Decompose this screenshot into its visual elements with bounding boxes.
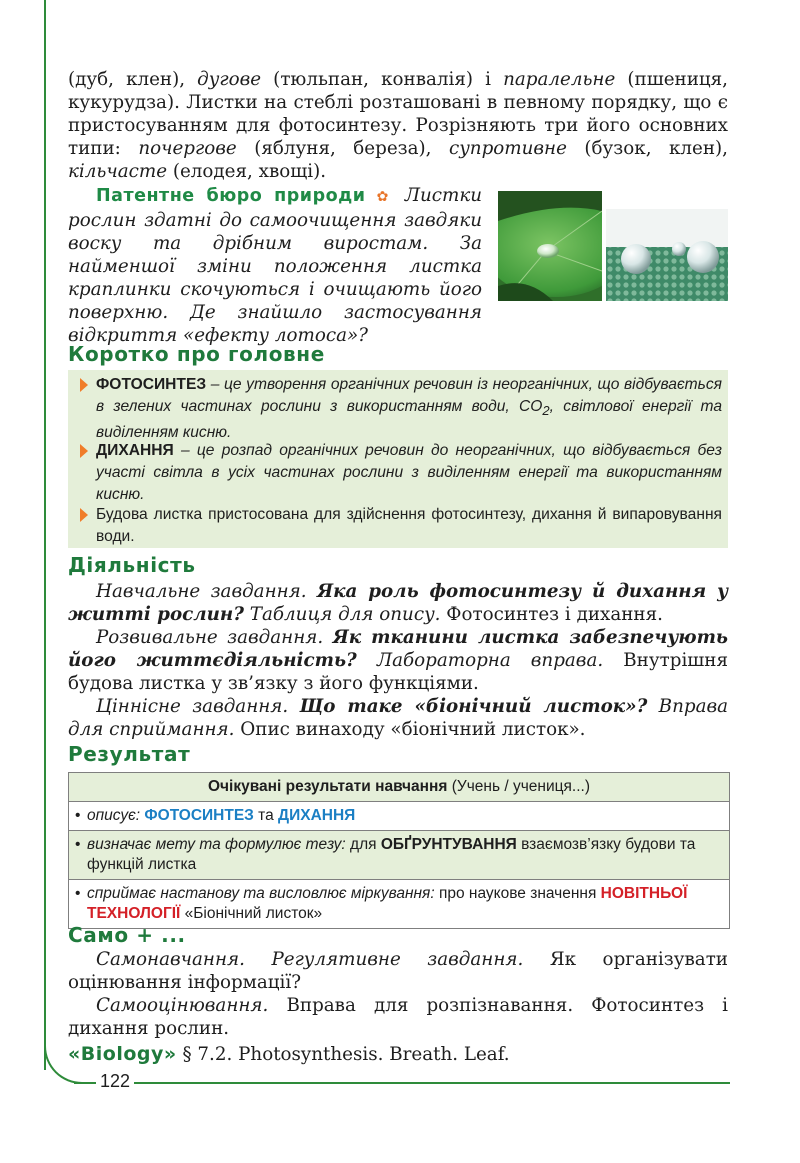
lotus-leaf-photo — [498, 191, 602, 301]
results-row: • описує: ФОТОСИНТЕЗ та ДИХАННЯ — [69, 802, 729, 831]
arrow-bullet-icon — [80, 378, 88, 392]
biology-text: § 7.2. Photosynthesis. Breath. Leaf. — [176, 1044, 510, 1065]
results-table-header: Очікувані результати навчання (Учень / учениця...) — [69, 773, 729, 802]
bottom-rule-right — [134, 1082, 730, 1084]
summary-item: ДИХАННЯ – це розпад органічних речовин до неорганічних, що відбувається без участі світла в усіх частинах рослини з виділенням енергії та використанням кисню. — [68, 440, 728, 506]
activity-item: Навчальне завдання. Яка роль фотосинтезу й дихання у житті рослин? Таблиця для опису. Фотосинтез і дихання. — [68, 581, 729, 625]
self-list — [68, 948, 728, 1040]
lotus-droplets-photo — [606, 209, 728, 301]
patent-bureau-block — [68, 184, 482, 347]
self-item: Самонавчання. Регулятивне завдання. Як організувати оцінювання інформації? — [68, 949, 728, 993]
page-frame-line — [44, 0, 46, 1070]
self-title: Само + ... — [68, 923, 186, 947]
patent-title: Патентне бюро природи — [96, 186, 366, 206]
summary-item: Будова листка пристосована для здійснення фотосинтезу, дихання й випаровування води. — [68, 504, 728, 548]
arrow-bullet-icon — [80, 508, 88, 522]
activity-item: Ціннісне завдання. Що таке «біонічний листок»? Вправа для сприймання. Опис винаходу «біонічний листок». — [68, 696, 729, 740]
bottom-rule-left — [74, 1082, 96, 1084]
biology-reference — [68, 1042, 510, 1067]
flower-icon: ✿ — [376, 189, 394, 205]
activity-list — [68, 580, 728, 741]
summary-box — [68, 370, 728, 548]
summary-title: Коротко про головне — [68, 342, 325, 366]
intro-paragraph: (дуб, клен), дугове (тюльпан, конвалія) і паралельне (пшениця, кукурудза). Листки на стеблі розташовані в певному порядку, що є пристосуванням для фотосинтезу. Розрізняють три його основних типи: почергове (яблуня, береза), супротивне (бузок, клен), кільчасте (елодея, хвощі). — [68, 69, 728, 182]
summary-item: ФОТОСИНТЕЗ – це утворення органічних речовин із неорганічних, що відбувається в зелених частинах рослини з використанням води, $CO_2$, світлової енергії та виділенням кисню. — [68, 374, 728, 444]
biology-title: «Biology» — [68, 1043, 177, 1065]
results-title: Результат — [68, 742, 191, 766]
results-table — [68, 772, 730, 929]
results-row: • визначає мету та формулює тезу: для ОБҐРУНТУВАННЯ взаємозв’язку будови та функцій листка — [69, 831, 729, 880]
patent-text: Листки рослин здатні до самоочищення завдяки воску та дрібним виростам. За найменшої зміни положення листка краплинки скочуються і очищають його поверхню. Де знайшло застосування відкриття «ефекту лотоса»? — [68, 185, 483, 346]
results-row: • сприймає настанову та висловлює міркування: про наукове значення НОВІТНЬОЇ ТЕХНОЛОГІЇ «Біонічний листок» — [75, 885, 688, 922]
page-number: 122 — [99, 1071, 131, 1091]
self-item: Самооцінювання. Вправа для розпізнавання. Фотосинтез і дихання рослин. — [68, 995, 728, 1039]
activity-item: Розвивальне завдання. Як тканини листка забезпечують його життєдіяльність? Лабораторна вправа. Внутрішня будова листка у зв’язку з його функціями. — [68, 627, 729, 694]
arrow-bullet-icon — [80, 444, 88, 458]
activity-title: Діяльність — [68, 553, 196, 577]
